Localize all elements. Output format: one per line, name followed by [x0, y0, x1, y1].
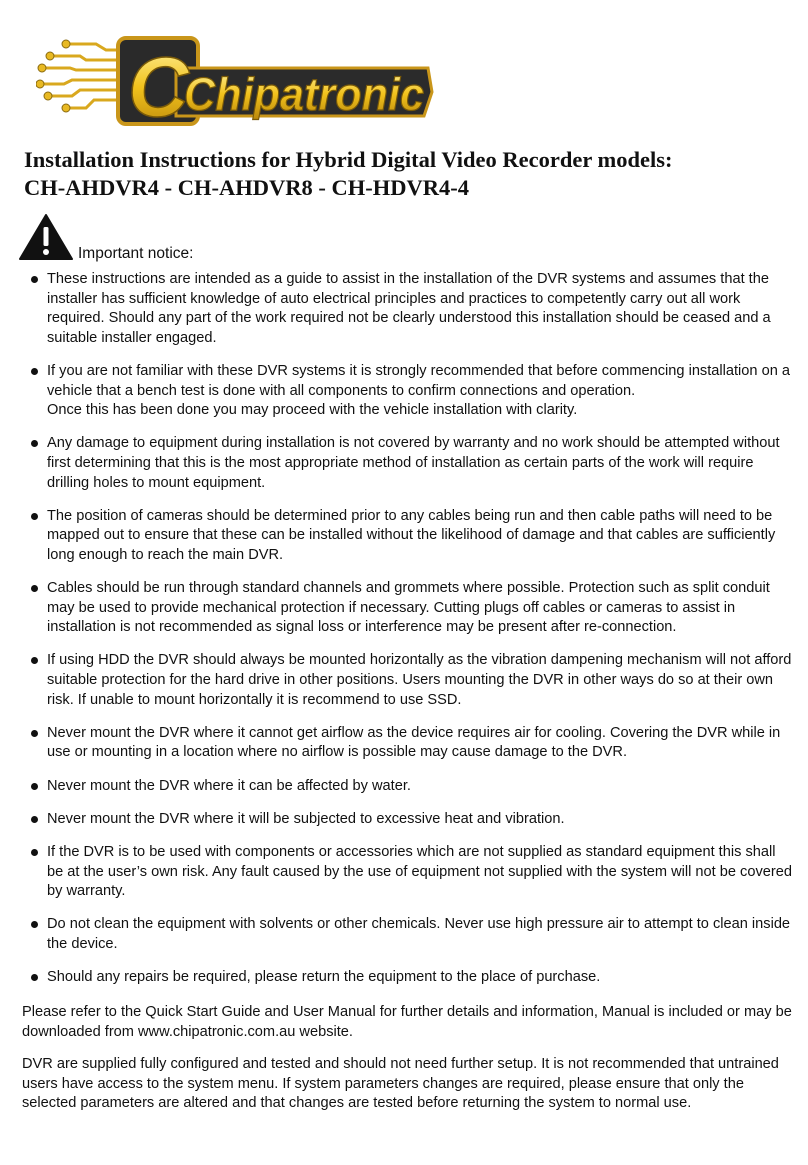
title-line-1: Installation Instructions for Hybrid Digital Video Recorder models: — [24, 147, 673, 172]
manual-reference-paragraph: Please refer to the Quick Start Guide and User Manual for further details and information, Manual is included or may be downloaded from www.chipatronic.com.au website. — [22, 1004, 792, 1040]
footer-notes — [22, 1003, 794, 1127]
bullet-icon — [31, 440, 38, 447]
warning-icon — [18, 213, 74, 261]
bullet-icon — [31, 368, 38, 375]
configuration-paragraph: DVR are supplied fully configured and tested and should not need further setup. It is not recommended that untrained users have access to the system menu. If system parameters changes are required, please ensure that only the selected parameters are altered and that changes are tested before returning the system to normal use. — [22, 1056, 779, 1112]
bullet-icon — [31, 921, 38, 928]
list-item: Do not clean the equipment with solvents or other chemicals. Never use high pressure air to attempt to clean inside the device. — [28, 915, 792, 954]
list-item: Never mount the DVR where it will be subjected to excessive heat and vibration. — [28, 810, 792, 830]
list-item: Cables should be run through standard channels and grommets where possible. Protection such as split conduit may be used to provide mechanical protection if necessary. Cutting plugs off cables or cameras to assist in installation is not recommended as signal loss or interference may be present after re-connection. — [28, 579, 792, 638]
bullet-icon — [31, 513, 38, 520]
notice-label: Important notice: — [78, 245, 194, 262]
bullet-icon — [31, 657, 38, 664]
list-item: If the DVR is to be used with components or accessories which are not supplied as standard equipment this shall be at the user’s own risk. Any fault caused by the use of equipment not supplied with the system will not be covered by warranty. — [28, 843, 792, 902]
chipatronic-logo — [36, 30, 436, 130]
bullet-icon — [31, 974, 38, 981]
list-item: If using HDD the DVR should always be mounted horizontally as the vibration dampening mechanism will not afford suitable protection for the hard drive in other positions. Users mounting the DVR in other ways do so at their own risk. If unable to mount horizontally it is recommend to use SSD. — [28, 651, 792, 710]
svg-text:C: C — [128, 40, 189, 130]
list-item: Should any repairs be required, please return the equipment to the place of purchase. — [28, 968, 792, 988]
bullet-icon — [31, 276, 38, 283]
list-item: If you are not familiar with these DVR systems it is strongly recommended that before commencing installation on a vehicle that a bench test is done with all components to confirm connections and operation. Once this has been done you may proceed with the vehicle installation with clarity. — [28, 362, 792, 421]
list-item: Never mount the DVR where it can be affected by water. — [28, 777, 792, 797]
logo-wordmark — [36, 30, 436, 130]
bullet-icon — [31, 816, 38, 823]
logo-text: Chipatronic — [184, 68, 424, 120]
bullet-icon — [31, 849, 38, 856]
list-item: The position of cameras should be determined prior to any cables being run and then cable paths will need to be mapped out to ensure that these can be installed without the likelihood of damage and that cables are sufficiently long enough to reach the main DVR. — [28, 507, 792, 566]
bullet-icon — [31, 730, 38, 737]
bullet-icon — [31, 783, 38, 790]
list-item: Any damage to equipment during installation is not covered by warranty and no work should be attempted without first determining that this is the most appropriate method of installation as certain parts of the work will require drilling holes to mount equipment. — [28, 434, 792, 493]
page-title — [24, 146, 794, 202]
notice-bullet-list — [28, 270, 792, 1001]
list-item: These instructions are intended as a guide to assist in the installation of the DVR systems and assumes that the installer has sufficient knowledge of auto electrical principles and practices to competently carry out all work required. Should any part of the work required not be clearly understood this installation should be ceased and a suitable installer engaged. — [28, 270, 792, 348]
bullet-icon — [31, 585, 38, 592]
title-line-2: CH-AHDVR4 - CH-AHDVR8 - CH-HDVR4-4 — [24, 175, 469, 200]
list-item: Never mount the DVR where it cannot get airflow as the device requires air for cooling. Covering the DVR while in use or mounting in a location where no airflow is possible may cause damage to the DVR. — [28, 724, 792, 763]
